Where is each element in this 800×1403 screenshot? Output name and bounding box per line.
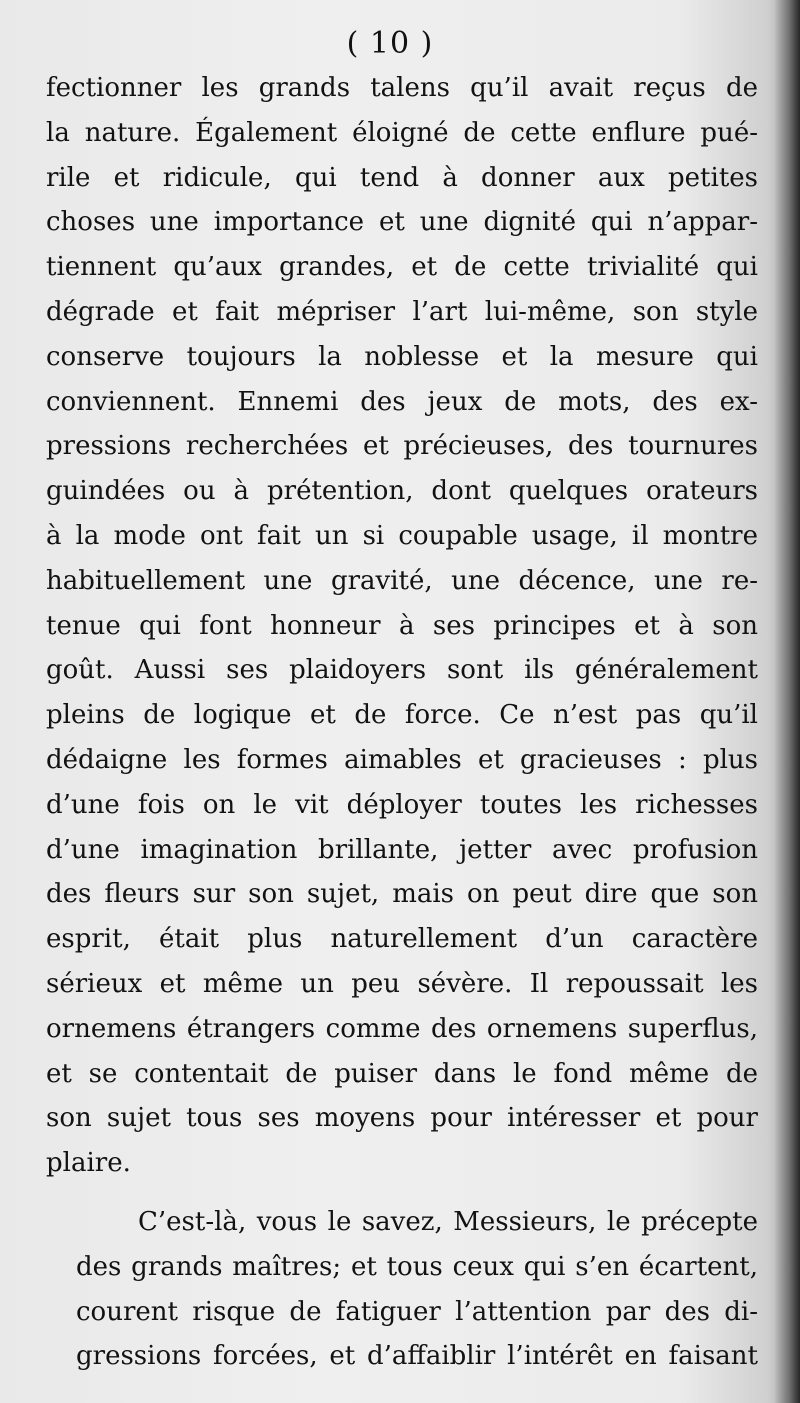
text-line: d’une fois on le vit déployer toutes les richesses (46, 789, 758, 820)
text-line: pleins de logique et de force. Ce n’est pas qu’il (46, 700, 758, 731)
text-line: conserve toujours la noblesse et la mesure qui (46, 341, 758, 372)
page-number: ( 10 ) (346, 26, 434, 61)
text-line: choses une importance et une dignité qui n’appar- (46, 207, 758, 238)
text-line: tenue qui font honneur à ses principes et à son (46, 610, 758, 641)
text-line: guindées ou à prétention, dont quelques orateurs (46, 476, 758, 507)
text-line: tiennent qu’aux grandes, et de cette trivialité qui (46, 252, 758, 283)
text-line: fectionner les grands talens qu’il avait reçus de (46, 73, 758, 103)
body-text (46, 66, 758, 1379)
paragraph-gap (46, 1186, 758, 1200)
text-line: conviennent. Ennemi des jeux de mots, des ex- (46, 386, 758, 417)
paragraph-1 (46, 66, 758, 1186)
text-line: et se contentait de puiser dans le fond même de (46, 1058, 758, 1089)
text-line: des fleurs sur son sujet, mais on peut dire que son (46, 879, 758, 910)
text-line: plaire. (46, 1148, 131, 1179)
text-line: courent risque de fatiguer l’attention par des di- (76, 1296, 758, 1327)
text-line: des grands maîtres; et tous ceux qui s’en écartent, (76, 1251, 758, 1282)
text-line: dédaigne les formes aimables et gracieuses : plus (46, 744, 758, 775)
text-line: gressions forcées, et d’affaiblir l’intérêt en faisant (76, 1341, 758, 1372)
text-line: esprit, était plus naturellement d’un caractère (46, 924, 758, 955)
text-line: C’est-là, vous le savez, Messieurs, le précepte (138, 1206, 758, 1237)
text-line: d’une imagination brillante, jetter avec profusion (46, 834, 758, 865)
text-line: sérieux et même un peu sévère. Il repoussait les (46, 968, 758, 999)
text-line: habituellement une gravité, une décence, une re- (46, 565, 758, 596)
text-line: ornemens étrangers comme des ornemens superflus, (46, 1013, 758, 1044)
text-line: la nature. Également éloigné de cette enflure pué- (46, 117, 758, 148)
text-line: goût. Aussi ses plaidoyers sont ils généralement (46, 655, 758, 686)
text-line: son sujet tous ses moyens pour intéresser et pour (46, 1103, 758, 1134)
text-line: rile et ridicule, qui tend à donner aux petites (46, 162, 758, 193)
page-spine-shadow (774, 0, 800, 1403)
text-line: dégrade et fait mépriser l’art lui-même, son style (46, 296, 758, 327)
text-line: pressions recherchées et précieuses, des tournures (46, 431, 758, 462)
paragraph-2 (46, 1200, 758, 1379)
text-line: à la mode ont fait un si coupable usage, il montre (46, 520, 758, 551)
